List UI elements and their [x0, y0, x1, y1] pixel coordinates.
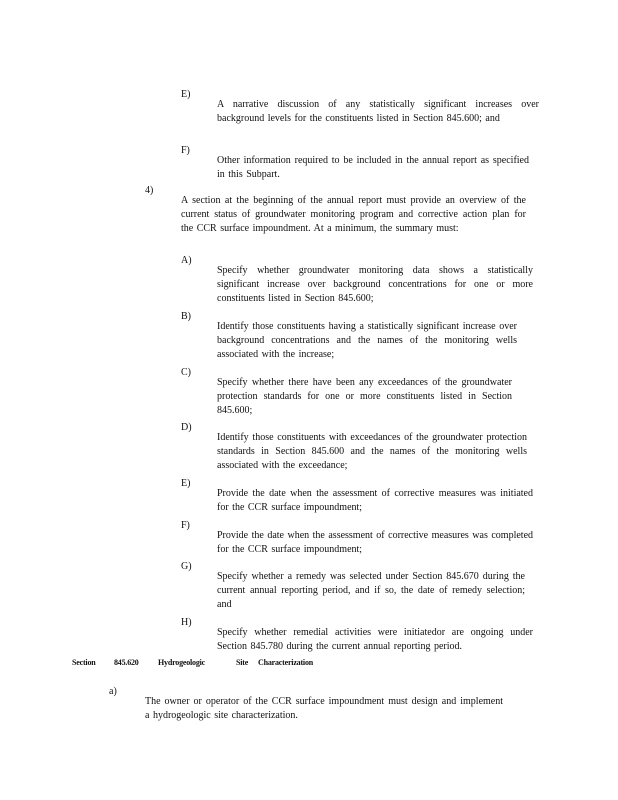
item-g-text: Specify whether a remedy was selected under Section 845.670 during the current annual reporting period, and if so, the date of remedy selection; and — [217, 571, 525, 610]
item-label-4: 4) — [145, 185, 154, 196]
item-label-f: F) — [181, 145, 190, 156]
item-label-e2: E) — [181, 478, 191, 489]
item-f2-text: Provide the date when the assessment of corrective measures was completed for the CCR surface impoundment; — [217, 530, 534, 555]
item-label-b: B) — [181, 311, 191, 322]
item-e2-text: Provide the date when the assessment of corrective measures was initiated for the CCR surface impoundment; — [217, 488, 533, 513]
section-number: 845.620 — [114, 658, 139, 667]
item-d-text: Identify those constituents with exceedances of the groundwater protection standards in Section 845.600 and the names of the monitoring wells associated with the exceedance; — [217, 432, 527, 471]
item-label-h: H) — [181, 617, 192, 628]
item-c-text: Specify whether there have been any exceedances of the groundwater protection standards for one or more constituents listed in Section 845.600; — [217, 377, 512, 416]
subsection-a-label: a) — [109, 686, 117, 697]
section-word: Section — [72, 658, 96, 667]
subsection-a-text: The owner or operator of the CCR surface impoundment must design and implement a hydrogeologic site characterization. — [145, 696, 503, 721]
item-label-e: E) — [181, 89, 191, 100]
item-b-text: Identify those constituents having a statistically significant increase over background concentrations and the names of the monitoring wells associated with the increase; — [217, 321, 517, 360]
section-title-3: Characterization — [258, 658, 314, 667]
item-a-text: Specify whether groundwater monitoring data shows a statistically significant increase over background concentrations for one or more constituents listed in Section 845.600; — [217, 265, 533, 304]
item-4-text: A section at the beginning of the annual report must provide an overview of the current status of groundwater monitoring program and corrective action plan for the CCR surface impoundment. At a minimum, the summary must: — [181, 195, 526, 234]
item-label-d: D) — [181, 422, 192, 433]
item-label-a: A) — [181, 255, 192, 266]
item-label-f2: F) — [181, 520, 190, 531]
section-title-2: Site — [236, 658, 249, 667]
item-label-c: C) — [181, 367, 191, 378]
item-e-text: A narrative discussion of any statistically significant increases over background levels for the constituents listed in Section 845.600; and — [217, 99, 539, 124]
item-f-text: Other information required to be included in the annual report as specified in this Subpart. — [217, 155, 529, 180]
section-title-1: Hydrogeologic — [158, 658, 206, 667]
item-h-text: Specify whether remedial activities were initiatedor are ongoing under Section 845.780 during the current annual reporting period. — [217, 627, 533, 652]
item-label-g: G) — [181, 561, 192, 572]
